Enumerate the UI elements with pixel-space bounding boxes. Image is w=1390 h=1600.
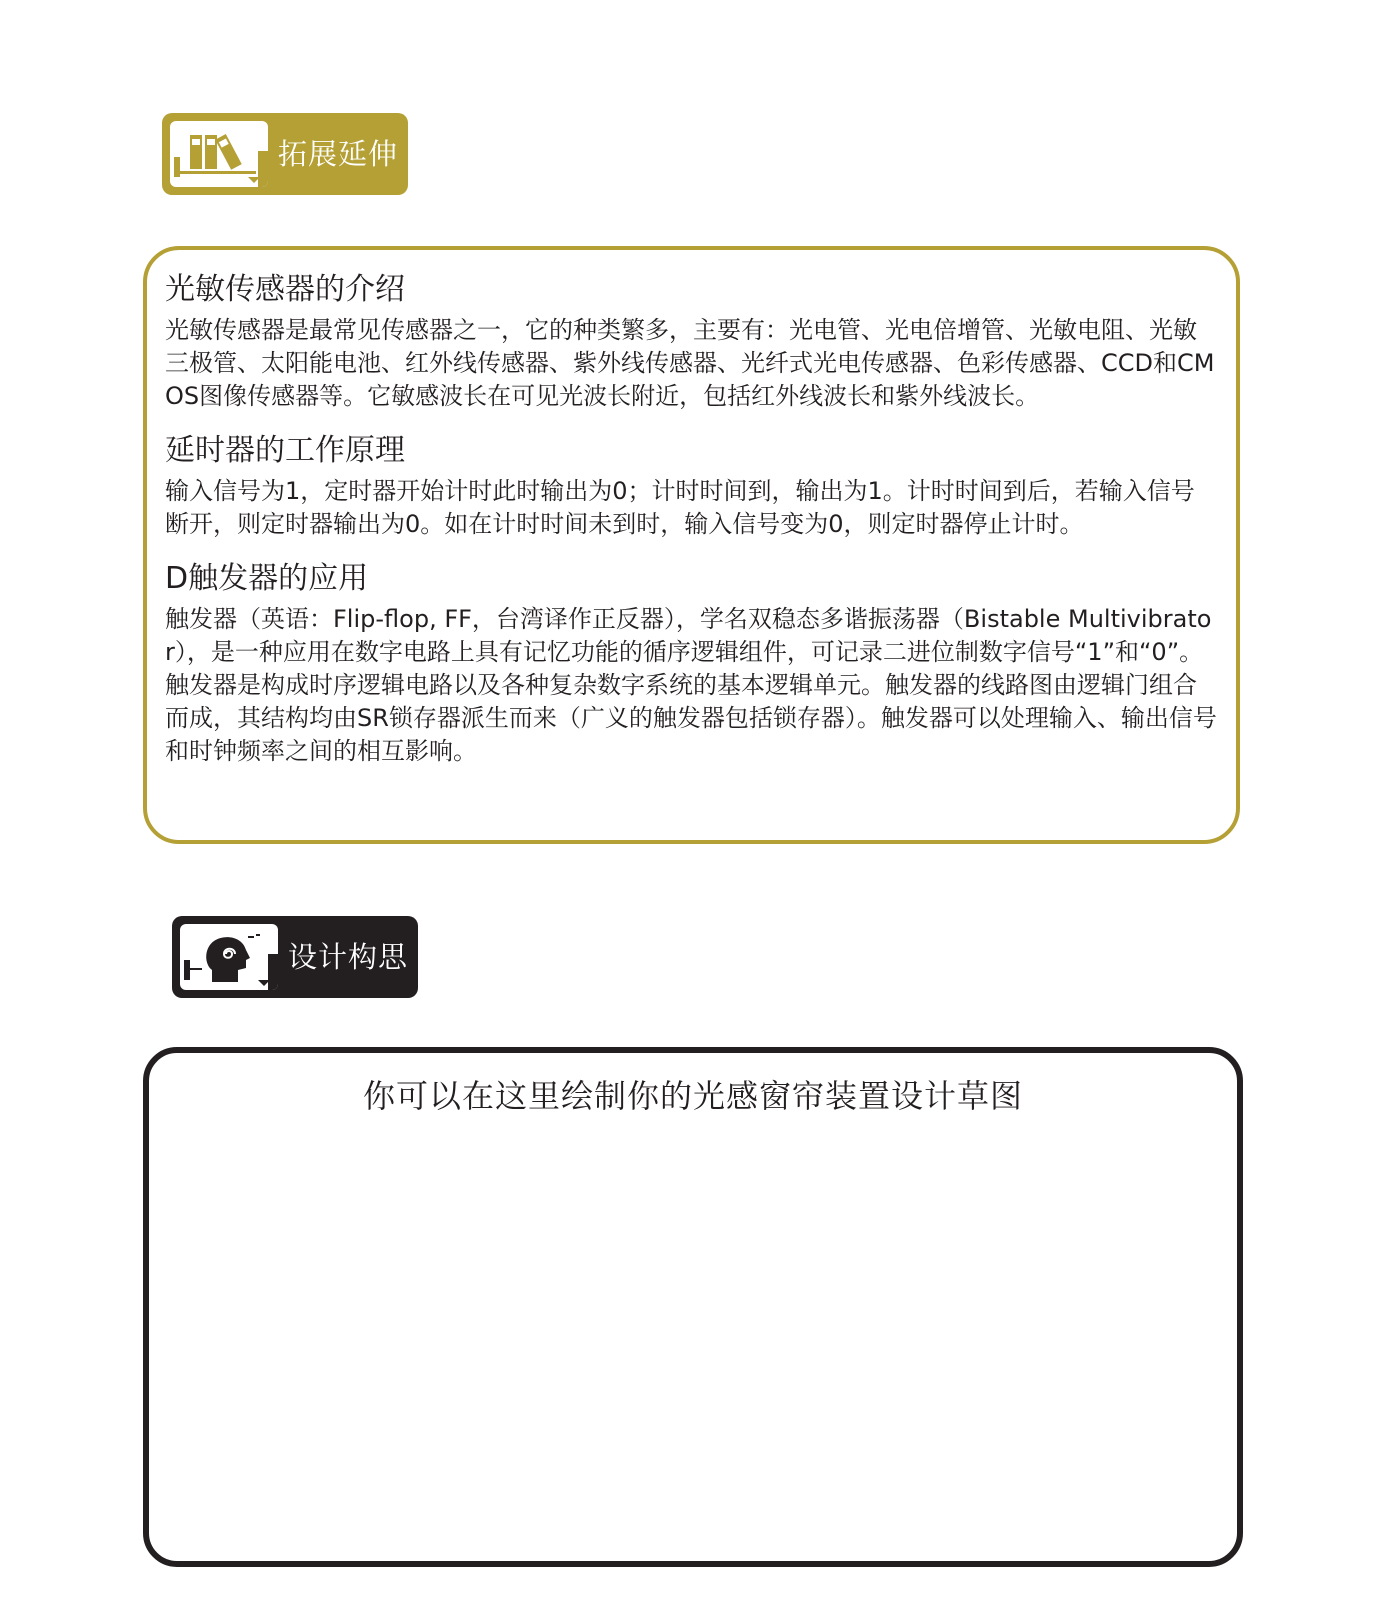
extend-section-badge [162, 113, 408, 195]
extend-section-title: 拓展延伸 [278, 137, 399, 171]
section-body-light-sensor: 光敏传感器是最常见传感器之一，它的种类繁多，主要有：光电管、光电倍增管、光敏电阻、光敏三极管、太阳能电池、红外线传感器、紫外线传感器、光纤式光电传感器、色彩传感器、CCD和CMOS图像传感器等。它敏感波长在可见光波长附近，包括红外线波长和紫外线波长。 [165, 316, 1215, 410]
section-body-flip-flop: 触发器（英语：Flip-flop, FF，台湾译作正反器），学名双稳态多谐振荡器（Bistable Multivibrator），是一种应用在数字电路上具有记忆功能的循序逻辑组件，可记录二进位制数字信号“1”和“0”。触发器是构成时序逻辑电路以及各种复杂数字系统的基本逻辑单元。触发器的线路图由逻辑门组合而成，其结构均由SR锁存器派生而来（广义的触发器包括锁存器）。触发器可以处理输入、输出信号和时钟频率之间的相互影响。 [165, 605, 1217, 765]
books-icon [170, 121, 268, 187]
sketch-drawing-area[interactable] [143, 1047, 1243, 1567]
drawing-area-prompt: 你可以在这里绘制你的光感窗帘装置设计草图 [362, 1077, 1023, 1115]
section-heading-timer: 延时器的工作原理 [165, 433, 405, 468]
design-section-title: 设计构思 [288, 940, 409, 974]
section-heading-light-sensor: 光敏传感器的介绍 [165, 272, 405, 307]
knowledge-panel [143, 246, 1240, 844]
section-body-timer: 输入信号为1，定时器开始计时此时输出为0；计时时间到，输出为1。计时时间到后，若输入信号断开，则定时器输出为0。如在计时时间未到时，输入信号变为0，则定时器停止计时。 [165, 477, 1195, 538]
section-heading-flip-flop: D触发器的应用 [165, 561, 369, 596]
thinking-head-icon [180, 924, 278, 990]
design-section-badge [172, 916, 418, 998]
